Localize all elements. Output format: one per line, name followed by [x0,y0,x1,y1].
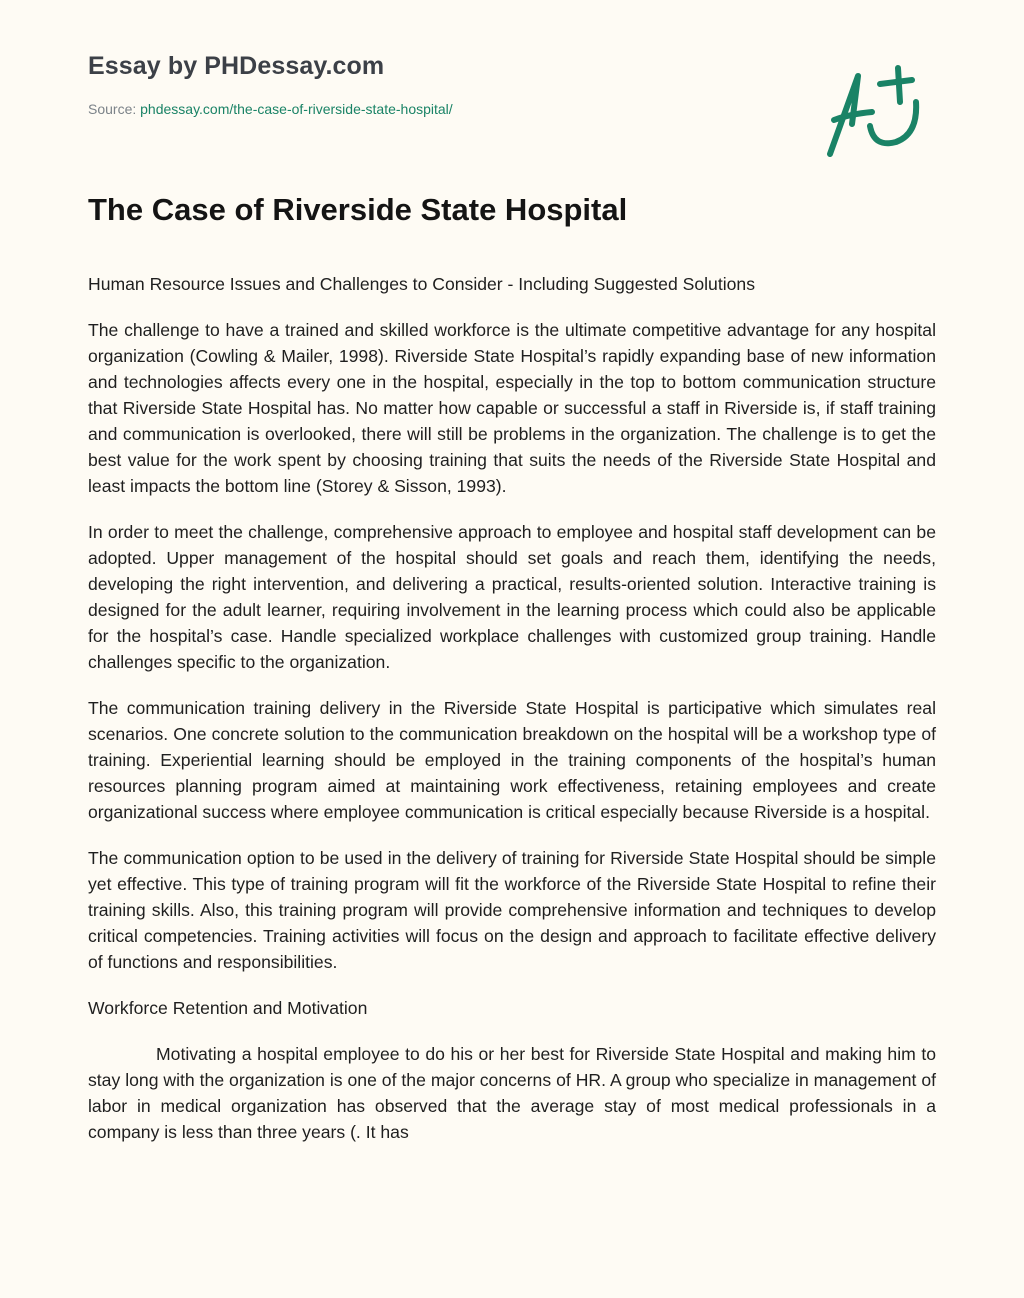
paragraph: In order to meet the challenge, comprehensive approach to employee and hospital staff development can be adopted. Upper management of the hospital should set goals and reach them, identifying the needs, developing the right intervention, and delivering a practical, results-oriented solution. Interactive training is designed for the adult learner, requiring involvement in the learning process which could also be applicable for the hospital’s case. Handle specialized workplace challenges with customized group training. Handle challenges specific to the organization. [88,522,936,672]
paragraph: Motivating a hospital employee to do his or her best for Riverside State Hospital and making him to stay long with the organization is one of the major concerns of HR. A group who specialize in management of labor in medical organization has observed that the average stay of most medical professionals in a company is less than three years (. It has [88,1044,936,1142]
essay-body [88,271,936,1165]
paragraph: The challenge to have a trained and skilled workforce is the ultimate competitive advantage for any hospital organization (Cowling & Mailer, 1998). Riverside State Hospital’s rapidly expanding base of new information and technologies affects every one in the hospital, especially in the top to bottom communication structure that Riverside State Hospital has. No matter how capable or successful a staff in Riverside is, if staff training and communication is overlooked, there will still be problems in the organization. The challenge is to get the best value for the work spent by choosing training that suits the needs of the Riverside State Hospital and least impacts the bottom line (Storey & Sisson, 1993). [88,320,936,496]
site-header [88,50,453,118]
paragraph: The communication option to be used in the delivery of training for Riverside State Hospital should be simple yet effective. This type of training program will fit the workforce of the Riverside State Hospital to refine their training skills. Also, this training program will provide comprehensive information and techniques to develop critical competencies. Training activities will focus on the design and approach to facilitate effective delivery of functions and responsibilities. [88,848,936,972]
section-heading: Workforce Retention and Motivation [88,998,368,1018]
source-link[interactable]: phdessay.com/the-case-of-riverside-state-hospital/ [140,101,453,117]
a-plus-logo-icon [820,62,930,162]
essay-title: The Case of Riverside State Hospital [88,192,628,227]
section-subtitle: Human Resource Issues and Challenges to Consider - Including Suggested Solutions [88,274,755,294]
source-label: Source: [88,101,137,117]
source-line [88,100,453,118]
site-title: Essay by PHDessay.com [88,52,385,80]
paragraph: The communication training delivery in the Riverside State Hospital is participative which simulates real scenarios. One concrete solution to the communication breakdown on the hospital will be a workshop type of training. Experiential learning should be employed in the training components of the hospital’s human resources planning program aimed at maintaining work effectiveness, retaining employees and create organizational success where employee communication is critical especially because Riverside is a hospital. [88,698,936,822]
